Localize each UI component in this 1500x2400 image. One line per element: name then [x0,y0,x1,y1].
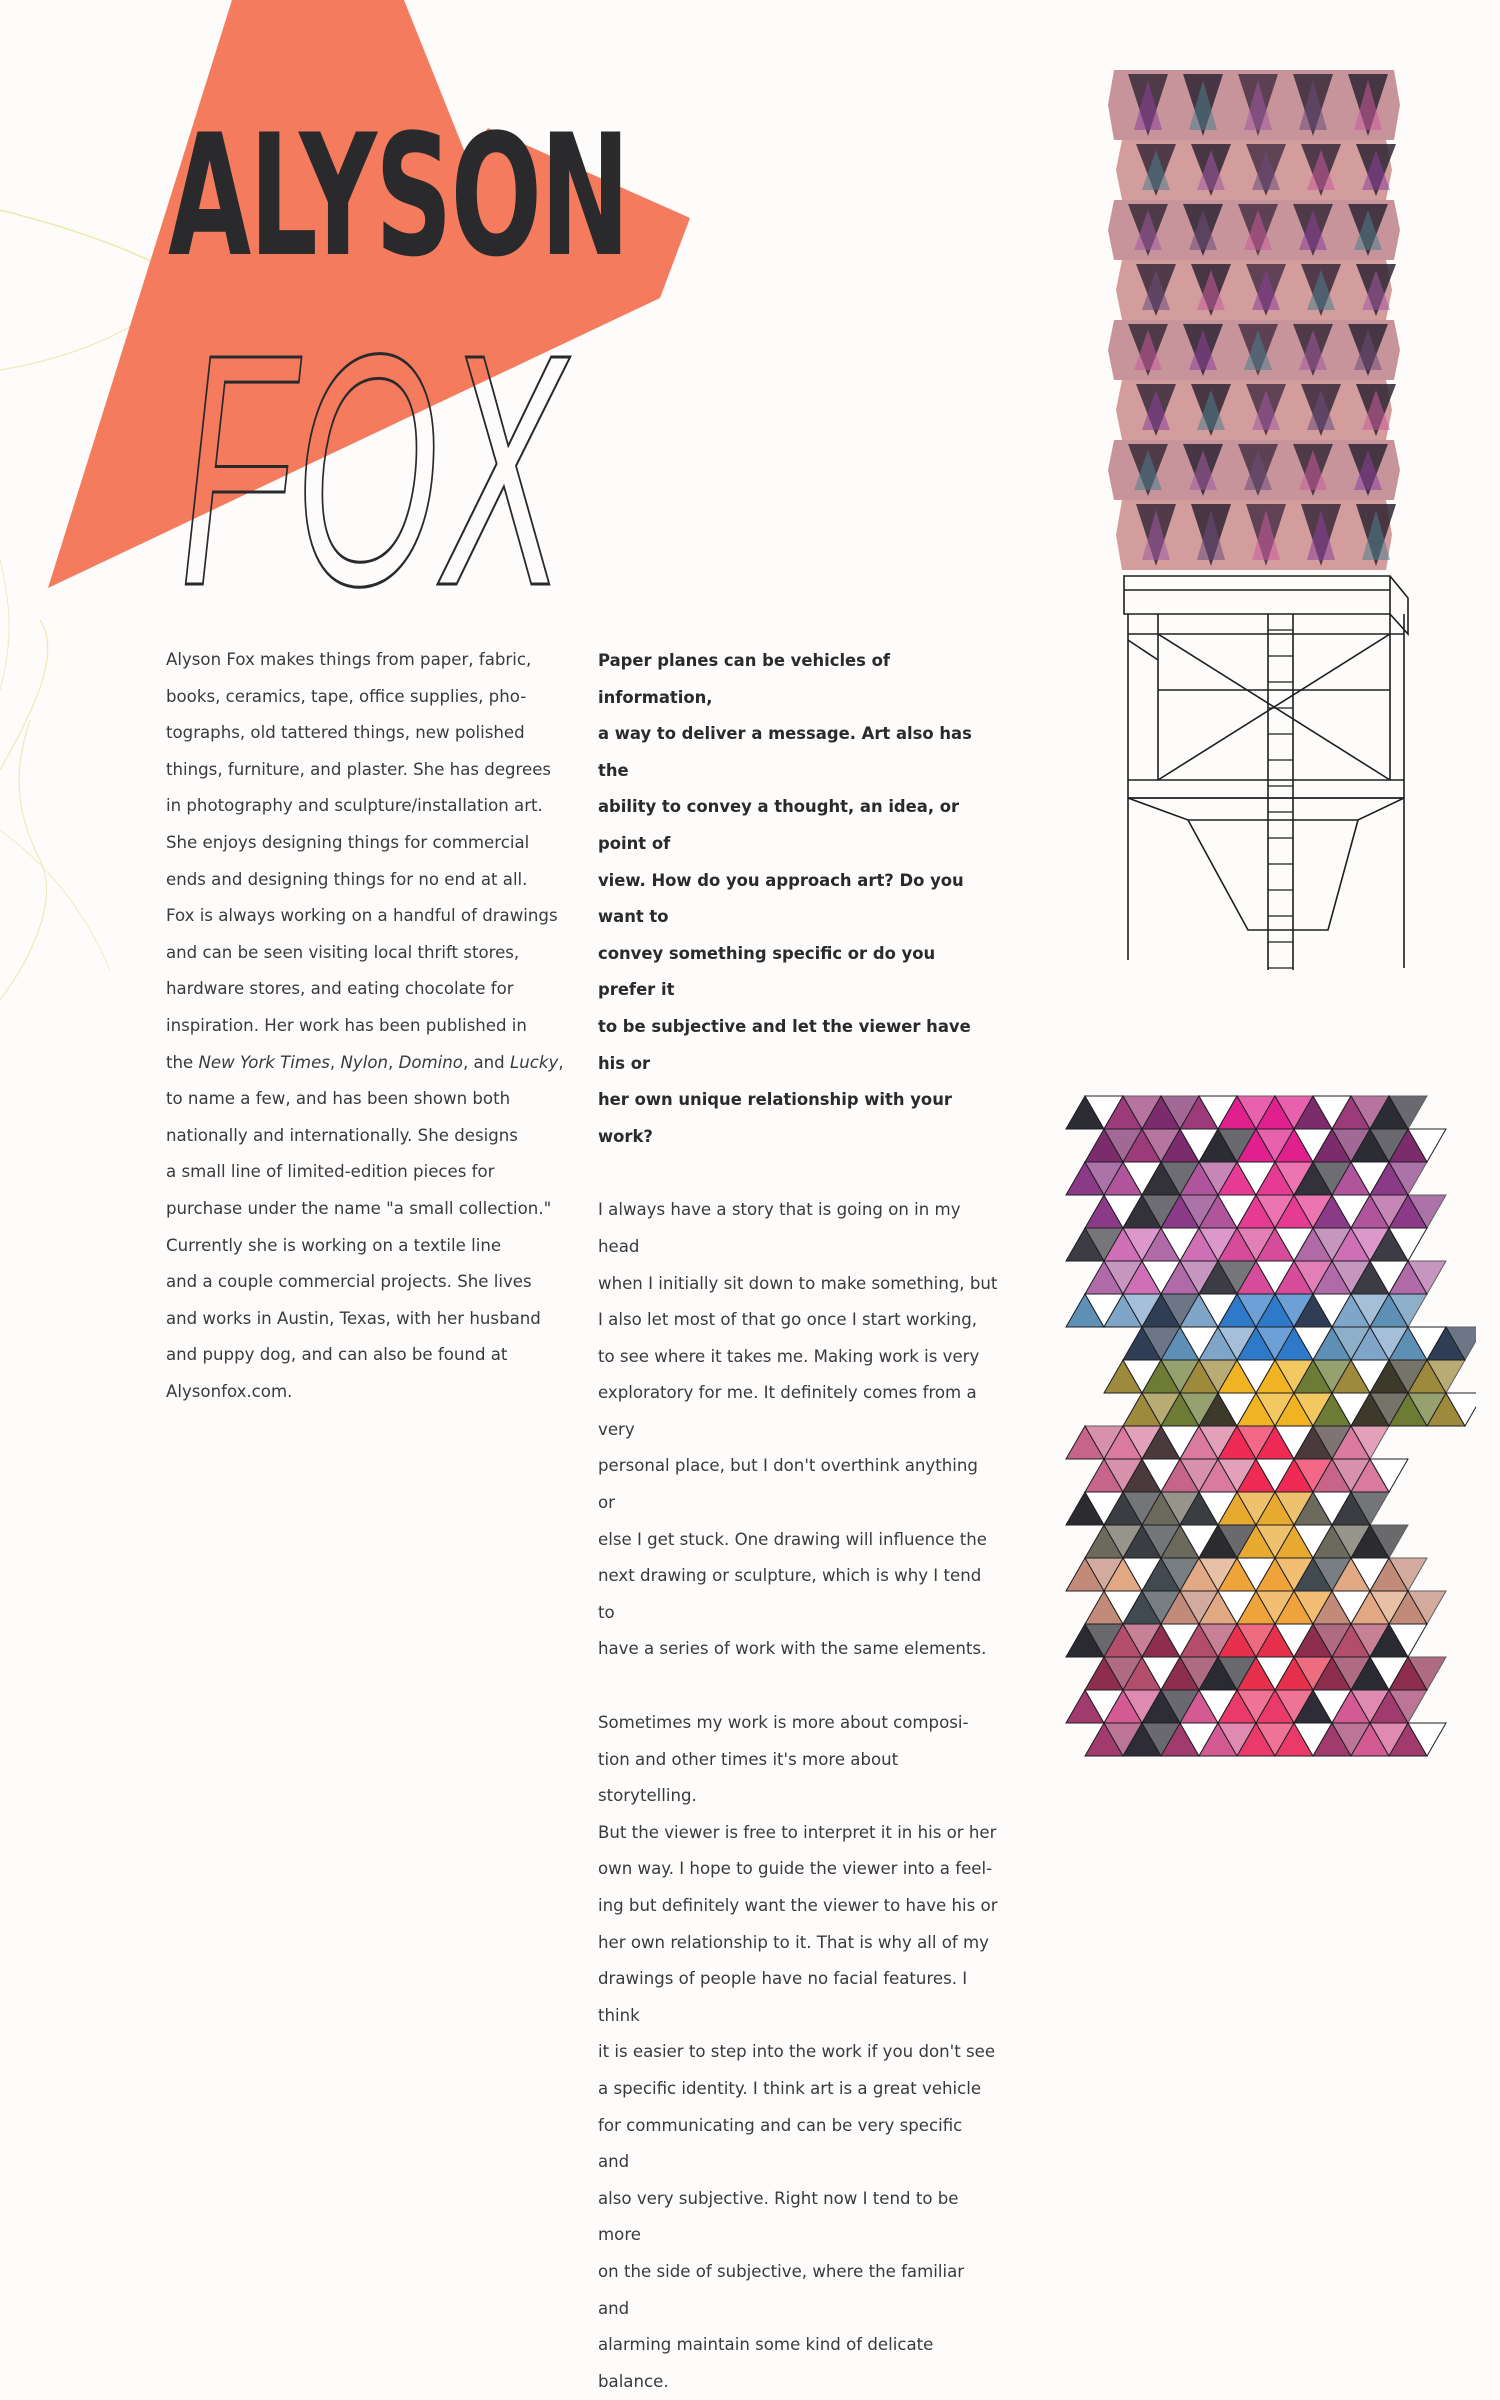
question-line: a way to deliver a message. Art also has the [598,724,972,780]
bio-line: Alyson Fox makes things from paper, fabric, [166,650,532,669]
bio-line: things, furniture, and plaster. She has degrees [166,759,552,779]
bio-line: in photography and sculpture/installation art. [166,796,543,816]
bio-text: , and [462,1052,510,1072]
artwork-folded-paper [1108,60,1408,580]
bio-text: , [388,1052,399,1072]
bio-line: and works in Austin, Texas, with her husband [166,1308,541,1328]
answer-line: else I get stuck. One drawing will influence the [598,1529,988,1549]
answer-line: personal place, but I don't overthink anything or [598,1456,978,1513]
answer-line: have a series of work with the same elements. [598,1639,987,1659]
bio-line: and puppy dog, and can also be found at [166,1345,508,1365]
bio-line: She enjoys designing things for commercial [166,832,530,852]
answer-line: But the viewer is free to interpret it in his or her [598,1822,997,1842]
answer-line: own way. I hope to guide the viewer into a feel- [598,1859,993,1879]
answer-line: exploratory for me. It definitely comes from a very [598,1383,977,1439]
bio-line: Alysonfox.com. [166,1381,293,1401]
answer-line: ing but definitely want the viewer to have his or [598,1896,998,1915]
bio-line: Fox is always working on a handful of drawings [166,906,558,926]
answer-line: also very subjective. Right now I tend to be more [598,2188,959,2245]
question-line: to be subjective and let the viewer have his or [598,1016,971,1073]
answer-line: I also let most of that go once I start working, [598,1310,978,1330]
bio-line: and can be seen visiting local thrift stores, [166,942,520,962]
bio-line: Currently she is working on a textile line [166,1235,502,1255]
interview-question [598,643,998,1155]
answer-line: a specific identity. I think art is a great vehicle [598,2078,982,2098]
bio-line: a small line of limited-edition pieces for [166,1162,495,1182]
bio-text: , [329,1052,341,1072]
publication-name: Nylon [340,1052,388,1072]
answer-line: drawings of people have no facial features. I think [598,1969,968,2025]
bio-line: tographs, old tattered things, new polished [166,723,525,743]
bio-line: nationally and internationally. She designs [166,1125,518,1145]
answer-line: on the side of subjective, where the familiar and [598,2261,965,2318]
bio-line: inspiration. Her work has been published in [166,1015,527,1035]
answer-line: alarming maintain some kind of delicate balance. [598,2335,934,2391]
interview-column [598,643,998,2400]
title-last-name: FOX [180,285,567,654]
publication-name: New York Times [198,1052,330,1072]
answer-line: when I initially sit down to make something, but [598,1273,998,1293]
answer-line: for communicating and can be very specific and [598,2115,963,2172]
artwork-hexagon-pattern [1056,1086,1476,1766]
question-line: view. How do you approach art? Do you want to [598,870,964,927]
bio-publications-line [166,1045,566,1082]
bio-text: , [558,1052,564,1072]
question-line: Paper planes can be vehicles of information, [598,651,891,707]
bio-text: the [166,1052,199,1072]
interview-answer [598,1192,998,1668]
interview-answer [598,1705,998,2400]
answer-line: her own relationship to it. That is why all of my [598,1932,989,1952]
bio-line: and a couple commercial projects. She lives [166,1272,532,1292]
bio-column [166,642,566,1410]
question-line: convey something specific or do you prefer it [598,943,936,1000]
publication-name: Domino [398,1052,463,1072]
answer-line: Sometimes my work is more about composi- [598,1713,969,1733]
answer-line: to see where it takes me. Making work is very [598,1346,980,1366]
bio-line: ends and designing things for no end at all. [166,869,528,889]
publication-name: Lucky [509,1052,559,1072]
bio-line: purchase under the name "a small collection." [166,1198,552,1218]
answer-line: next drawing or sculpture, which is why I tend to [598,1566,982,1622]
bio-line: hardware stores, and eating chocolate for [166,979,514,999]
question-line: her own unique relationship with your work? [598,1090,952,1146]
bio-line: books, ceramics, tape, office supplies, pho- [166,686,527,706]
answer-line: it is easier to step into the work if you don't see [598,2042,996,2062]
title-first-name: ALYSON [168,98,629,294]
question-line: ability to convey a thought, an idea, or point of [598,797,960,853]
bio-line: to name a few, and has been shown both [166,1089,511,1109]
answer-line: tion and other times it's more about storytelling. [598,1749,899,1806]
answer-line: I always have a story that is going on in my head [598,1200,961,1256]
artwork-tower-drawing [1118,570,1428,990]
